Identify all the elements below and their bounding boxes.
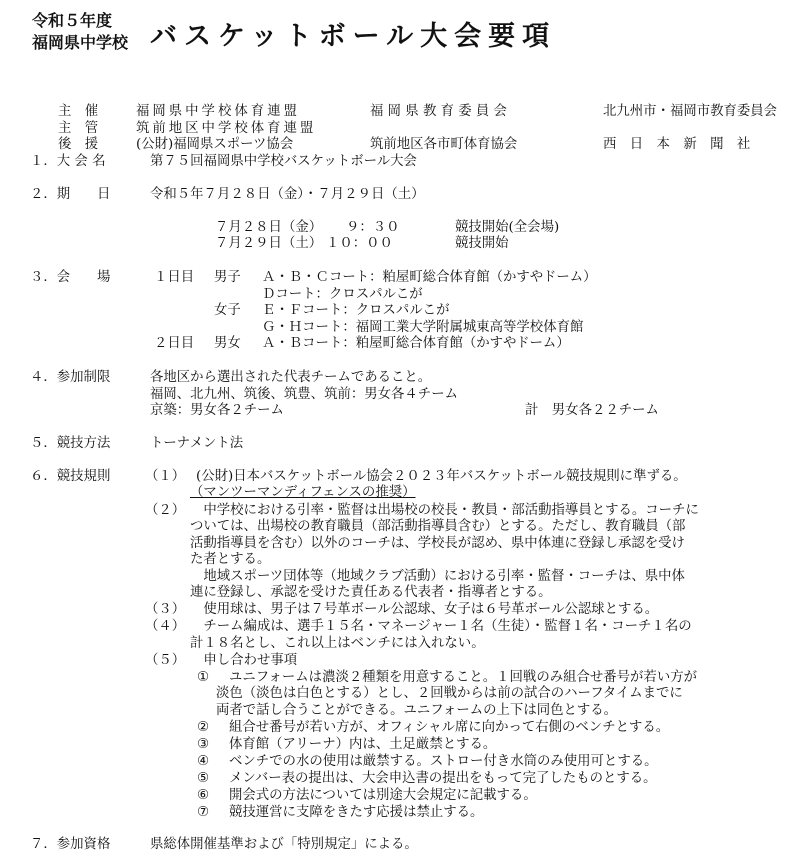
item-5-mark: ⑤: [197, 771, 210, 786]
rule-4-num: （４）: [145, 619, 186, 634]
rule-1-num: （１）: [145, 469, 186, 484]
limit-line-2: 福岡、北九州、筑後、筑豊、筑前：男女各４チーム: [150, 387, 458, 402]
manager-name: 筑前地区中学校体育連盟: [136, 121, 317, 136]
girls-label: 女子: [214, 303, 241, 318]
date-2: ７月２９日（土）: [215, 236, 323, 251]
support-name-3: 西 日 本 新 聞 社: [603, 137, 751, 152]
rule-2-line-1: 中学校における引率・監督は出場校の校長・教員・部活動指導員とする。コーチに: [190, 503, 699, 518]
venue-3: Ｅ・Ｆコート：クロスパルこが: [262, 303, 450, 318]
section-7-label: ７．参加資格: [30, 837, 111, 852]
limit-line-3: 京築：男女各２チーム: [150, 403, 284, 418]
rule-2-num: （２）: [145, 503, 186, 518]
host-name-2: 福 岡 県 教 育 委 員 会: [370, 104, 507, 119]
rule-1-note: （マンツーマンディフェンスの推奨）: [190, 485, 416, 500]
item-3-mark: ③: [197, 737, 210, 752]
venue-1: Ａ・Ｂ・Ｃコート：粕屋町総合体育館（かすやドーム）: [262, 270, 597, 285]
support-label: 後 援: [58, 137, 99, 152]
rule-3-num: （３）: [145, 602, 186, 617]
header-organizer: 福岡県中学校: [32, 33, 129, 52]
item-7: 競技運営に支障をきたす応援は禁止する。: [229, 805, 484, 820]
section-6-label: ６．競技規則: [30, 469, 111, 484]
boys-label: 男子: [214, 270, 241, 285]
item-6-mark: ⑥: [197, 788, 210, 803]
rule-2-line-6: 連に登録し、承認を受けた責任ある代表者・指導者とする。: [190, 585, 552, 600]
item-2-mark: ②: [197, 720, 210, 735]
item-1-line-2: 淡色（淡色は白色とする）とし、２回戦からは前の試合のハーフタイムまでに: [216, 686, 683, 701]
host-name-3: 北九州市・福岡市教育委員会: [603, 104, 778, 119]
section-3-label: ３．会 場: [30, 270, 111, 285]
item-4: ベンチでの水の使用は厳禁する。ストロー付き水筒のみ使用可とする。: [229, 754, 658, 769]
support-name-1: (公財)福岡県スポーツ協会: [136, 137, 294, 152]
competition-method: トーナメント法: [150, 436, 244, 451]
manager-label: 主 管: [58, 121, 99, 136]
item-2: 組合せ番号が若い方が、オフィシャル席に向かって右側のベンチとする。: [229, 720, 670, 735]
item-1-mark: ①: [197, 670, 210, 685]
time-1: ９：３０: [346, 220, 400, 235]
item-5: メンバー表の提出は、大会申込書の提出をもって完了したものとする。: [229, 771, 657, 786]
rule-5: 申し合わせ事項: [190, 653, 298, 668]
day-1: １日目: [154, 270, 195, 285]
section-5-label: ５．競技方法: [30, 436, 111, 451]
limit-total: 計 男女各２２チーム: [525, 403, 659, 418]
host-name: 福岡県中学校体育連盟: [136, 104, 300, 119]
item-3: 体育館（アリーナ）内は、土足厳禁とする。: [229, 737, 497, 752]
event-2: 競技開始: [455, 236, 509, 251]
page-title: バスケットボール大会要項: [150, 21, 557, 52]
venue-2: Ｄコート：クロスパルこが: [262, 287, 423, 302]
host-label: 主 催: [58, 104, 99, 119]
rule-2-line-2: ついては、出場校の教育職員（部活動指導員含む）とする。ただし、教育職員（部: [190, 519, 686, 534]
section-4-label: ４．参加制限: [30, 370, 111, 385]
date-1: ７月２８日（金）: [215, 220, 323, 235]
item-1-line-1: ユニフォームは濃淡２種類を用意すること。１回戦のみ組合せ番号が若い方が: [229, 670, 697, 685]
venue-4: Ｇ・Ｈコート：福岡工業大学附属城東高等学校体育館: [262, 320, 584, 335]
header-year: 令和５年度: [32, 11, 113, 30]
time-2: １０：００: [326, 236, 393, 251]
rule-4-line-2: 計１８名とし、これ以上はベンチには入れない。: [190, 636, 485, 651]
eligibility: 県総体開催基準および「特別規定」による。: [150, 837, 418, 852]
section-1-label: １．大 会 名: [30, 154, 106, 169]
rule-1: (公財)日本バスケットボール協会２０２３年バスケットボール競技規則に準ずる。: [196, 469, 687, 484]
item-7-mark: ⑦: [197, 805, 210, 820]
tournament-name: 第７５回福岡県中学校バスケットボール大会: [150, 154, 417, 169]
both-label: 男女: [214, 336, 241, 351]
rule-3: 使用球は、男子は７号革ボール公認球、女子は６号革ボール公認球とする。: [190, 602, 659, 617]
item-6: 開会式の方法については別途大会規定に記載する。: [229, 788, 537, 803]
rule-2-line-3: 活動指導員を含む）以外のコーチは、学校長が認め、県中体連に登録し承認を受け: [190, 536, 685, 551]
event-1: 競技開始(全会場): [455, 220, 560, 235]
item-4-mark: ④: [197, 754, 210, 769]
day-2: ２日目: [154, 336, 195, 351]
rule-4-line-1: チーム編成は、選手１５名・マネージャー１名（生徒）・監督１名・コーチ１名の: [190, 619, 692, 634]
section-2-label: ２．期 日: [30, 187, 111, 202]
rule-2-line-4: た者とする。: [190, 552, 271, 567]
rule-2-line-5: 地域スポーツ団体等（地域クラブ活動）における引率・監督・コーチは、県中体: [190, 569, 685, 584]
dates: 令和５年７月２８日（金）・７月２９日（土）: [150, 187, 425, 202]
item-1-line-3: 両者で話し合うことができる。ユニフォームの上下は同色とする。: [216, 703, 618, 718]
rule-5-num: （５）: [145, 653, 186, 668]
support-name-2: 筑前地区各市町体育協会: [370, 137, 518, 152]
venue-5: Ａ・Ｂコート：粕屋町総合体育館（かすやドーム）: [262, 336, 570, 351]
limit-line-1: 各地区から選出された代表チームであること。: [150, 370, 432, 385]
